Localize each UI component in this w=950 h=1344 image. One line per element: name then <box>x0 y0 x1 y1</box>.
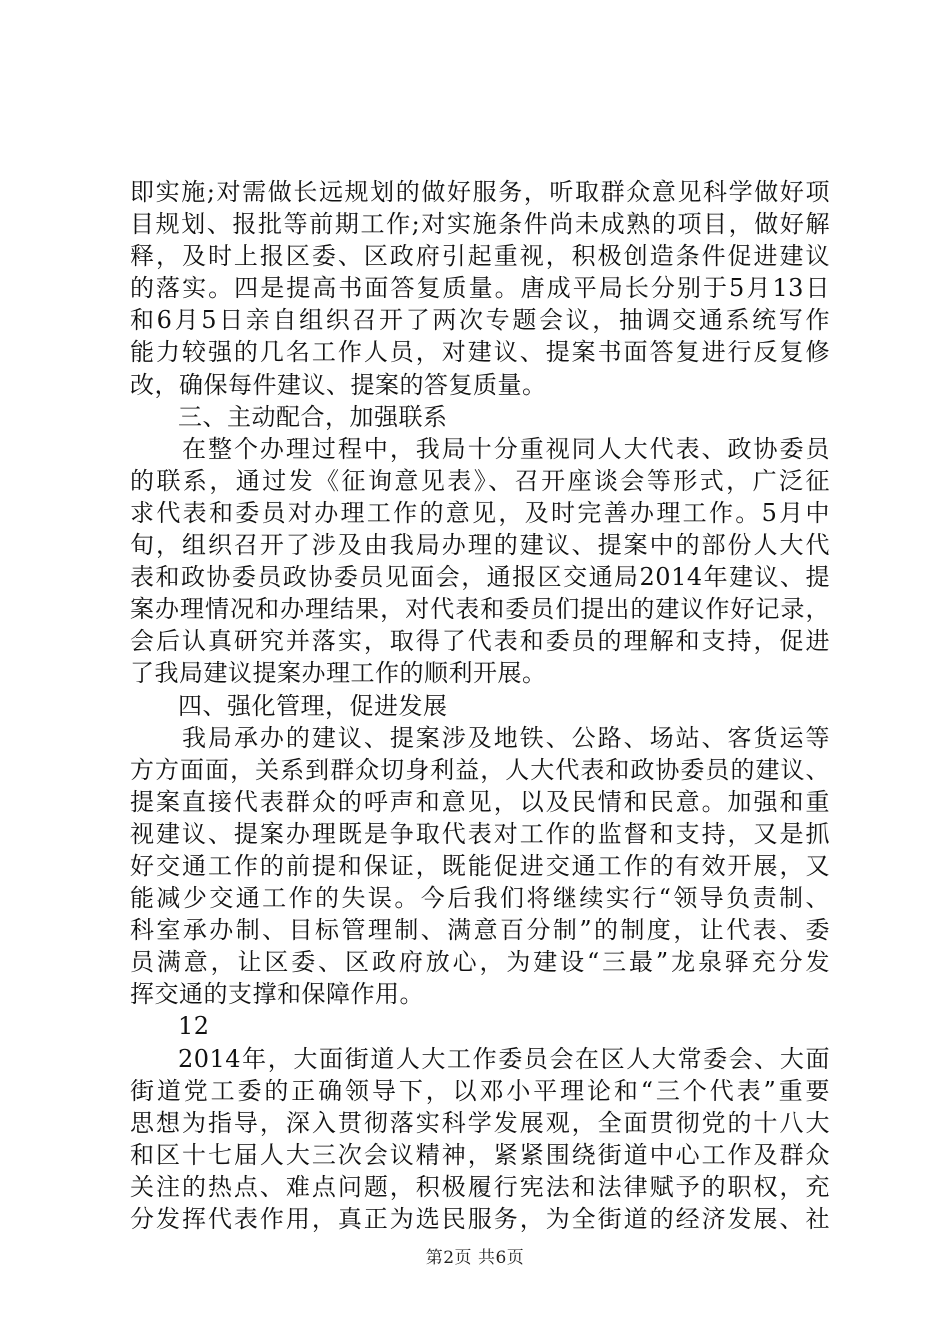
text-line: 在整个办理过程中，我局十分重视同人大代表、政协委员 <box>182 434 830 463</box>
text-line: 街道党工委的正确领导下，以邓小平理论和“三个代表”重要 <box>130 1076 830 1105</box>
section-number: 12 <box>178 1012 210 1041</box>
text-line: 和6月5日亲自组织召开了两次专题会议，抽调交通系统写作 <box>130 306 830 335</box>
text-line: 能减少交通工作的失误。今后我们将继续实行“领导负责制、 <box>130 884 830 913</box>
text-line: 案办理情况和办理结果，对代表和委员们提出的建议作好记录， <box>130 595 830 624</box>
text-line: 员满意，让区委、区政府放心，为建设“三最”龙泉驿充分发 <box>130 948 830 977</box>
page-footer: 第2页 共6页 <box>425 1248 525 1268</box>
text-line: 改，确保每件建议、提案的答复质量。 <box>130 370 547 399</box>
text-line: 目规划、报批等前期工作;对实施条件尚未成熟的项目，做好解 <box>130 210 830 239</box>
section-heading-3: 三、主动配合，加强联系 <box>178 402 448 431</box>
text-line: 释，及时上报区委、区政府引起重视，积极创造条件促进建议 <box>130 242 830 271</box>
text-line: 能力较强的几名工作人员，对建议、提案书面答复进行反复修 <box>130 338 830 367</box>
text-line: 和区十七届人大三次会议精神，紧紧围绕街道中心工作及群众 <box>130 1140 830 1169</box>
text-line: 视建议、提案办理既是争取代表对工作的监督和支持，又是抓 <box>130 819 830 848</box>
text-line: 挥交通的支撑和保障作用。 <box>130 980 424 1009</box>
text-line: 我局承办的建议、提案涉及地铁、公路、场站、客货运等 <box>182 723 830 752</box>
text-line: 思想为指导，深入贯彻落实科学发展观，全面贯彻党的十八大 <box>130 1108 830 1137</box>
text-line: 关注的热点、难点问题，积极履行宪法和法律赋予的职权，充 <box>130 1172 830 1201</box>
text-line: 求代表和委员对办理工作的意见，及时完善办理工作。5月中 <box>130 498 830 527</box>
paragraph-section-3 <box>130 433 830 690</box>
paragraph-report-intro <box>130 1043 830 1236</box>
text-line: 好交通工作的前提和保证，既能促进交通工作的有效开展，又 <box>130 851 830 880</box>
text-line: 即实施;对需做长远规划的做好服务，听取群众意见科学做好项 <box>130 178 830 206</box>
text-line: 分发挥代表作用，真正为选民服务，为全街道的经济发展、社 <box>130 1205 830 1233</box>
section-heading-4: 四、强化管理，促进发展 <box>178 691 448 720</box>
paragraph-continuation <box>130 176 830 401</box>
text-line: 提案直接代表群众的呼声和意见，以及民情和民意。加强和重 <box>130 787 830 816</box>
text-line: 的落实。四是提高书面答复质量。唐成平局长分别于5月13日 <box>130 274 830 303</box>
text-line: 科室承办制、目标管理制、满意百分制”的制度，让代表、委 <box>130 916 830 945</box>
text-line: 方方面面，关系到群众切身利益，人大代表和政协委员的建议、 <box>130 755 830 784</box>
text-line: 表和政协委员政协委员见面会，通报区交通局2014年建议、提 <box>130 563 830 592</box>
paragraph-section-4 <box>130 722 830 1011</box>
text-line: 会后认真研究并落实，取得了代表和委员的理解和支持，促进 <box>130 627 830 656</box>
text-line: 的联系，通过发《征询意见表》、召开座谈会等形式，广泛征 <box>130 466 830 495</box>
text-line: 旬，组织召开了涉及由我局办理的建议、提案中的部份人大代 <box>130 531 830 560</box>
text-line: 了我局建议提案办理工作的顺利开展。 <box>130 659 547 688</box>
text-line: 2014年，大面街道人大工作委员会在区人大常委会、大面 <box>178 1044 830 1073</box>
document-body <box>130 176 830 1235</box>
